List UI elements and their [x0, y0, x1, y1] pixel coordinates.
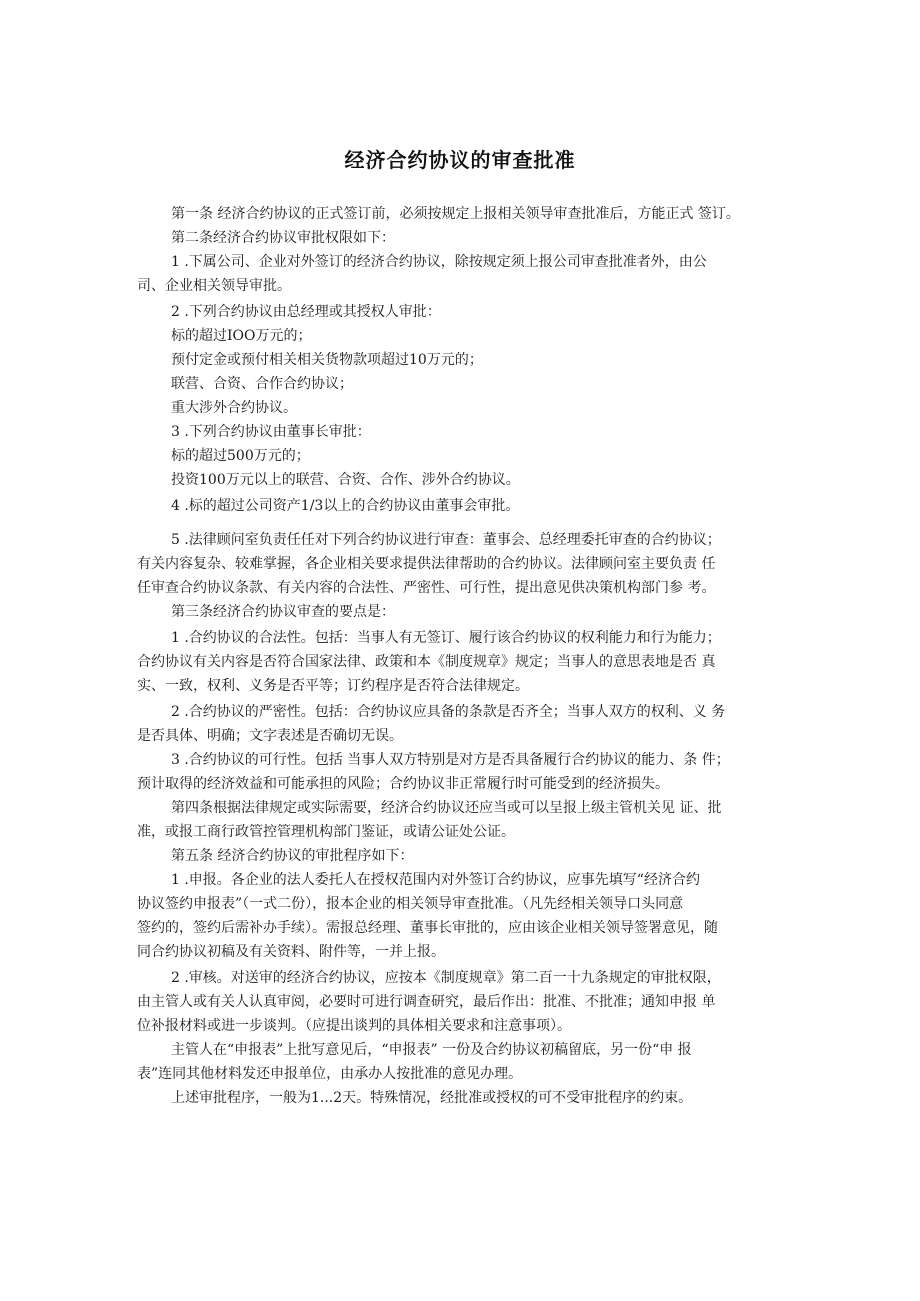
paragraph-line: 重大涉外合约协议。: [171, 400, 297, 416]
paragraph-line: 司、企业相关领导审批。: [137, 278, 291, 294]
paragraph-line: 有关内容复杂、较难掌握，各企业相关要求提供法律帮助的合约协议。法律顾问室主要负责 任: [137, 556, 716, 572]
paragraph-line: 同合约协议初稿及有关资料、附件等，一并上报。: [137, 944, 445, 960]
paragraph-line: 标的超过500万元的；: [171, 448, 310, 464]
paragraph-line: 5 .法律顾问室负责任任对下列合约协议进行审查：董事会、总经理委托审查的合约协议；: [171, 532, 721, 548]
paragraph-line: 2 .下列合约协议由总经理或其授权人审批：: [171, 304, 441, 320]
paragraph-line: 1 .申报。各企业的法人委托人在授权范围内对外签订合约协议，应事先填写“经济合约: [171, 872, 700, 888]
paragraph-line: 签约的，签约后需补办手续）。需报总经理、董事长审批的，应由该企业相关领导签署意见，随: [137, 920, 718, 936]
paragraph-line: 表”连同其他材料发还申报单位，由承办人按批准的意见办理。: [137, 1066, 523, 1082]
paragraph-line: 第三条经济合约协议审查的要点是：: [171, 604, 395, 620]
paragraph-line: 协议签约申报表”（一式二份），报本企业的相关领导审查批准。（凡先经相关领导口头同意: [137, 896, 684, 912]
paragraph-line: 第四条根据法律规定或实际需要，经济合约协议还应当或可以呈报上级主管机关见 证、批: [171, 800, 722, 816]
paragraph-line: 预计取得的经济效益和可能承担的风险；合约协议非正常履行时可能受到的经济损失。: [137, 776, 669, 792]
paragraph-line: 合约协议有关内容是否符合国家法律、政策和本《制度规章》规定；当事人的意思表地是否 真: [137, 654, 716, 670]
paragraph-line: 3 .合约协议的可行性。包括 当事人双方特别是对方是否具备履行合约协议的能力、条 件；: [171, 752, 730, 768]
paragraph-line: 是否具体、明确；文字表述是否确切无误。: [137, 728, 403, 744]
paragraph-line: 1 .合约协议的合法性。包括：当事人有无签订、履行该合约协议的权利能力和行为能力；: [171, 630, 721, 646]
paragraph-line: 联营、合资、合作合约协议；: [171, 376, 353, 392]
paragraph-line: 实、一致，权利、义务是否平等；订约程序是否符合法律规定。: [137, 678, 529, 694]
paragraph-line: 第二条经济合约协议审批权限如下：: [171, 230, 395, 246]
paragraph-line: 准，或报工商行政管控管理机构部门鉴证，或请公证处公证。: [137, 824, 515, 840]
paragraph-line: 投资100万元以上的联营、合资、合作、涉外合约协议。: [171, 472, 520, 488]
document-title: 经济合约协议的审查批准: [344, 148, 576, 172]
paragraph-line: 预付定金或预付相关相关货物款项超过10万元的；: [171, 352, 483, 368]
paragraph-line: 2 .审核。对送审的经济合约协议，应按本《制度规章》第二百一十九条规定的审批权限，: [171, 970, 721, 986]
paragraph-line: 4 .标的超过公司资产1/3以上的合约协议由董事会审批。: [171, 498, 520, 514]
paragraph-line: 任审查合约协议条款、有关内容的合法性、严密性、可行性，提出意见供决策机构部门参 考。: [137, 580, 716, 596]
paragraph-line: 由主管人或有关人认真审阅，必要时可进行调查研究，最后作出：批准、不批准；通知申报 单: [137, 994, 716, 1010]
paragraph-line: 1 .下属公司、企业对外签订的经济合约协议，除按规定须上报公司审查批准者外，由公: [171, 254, 707, 270]
paragraph-line: 主管人在“申报表”上批写意见后，“申报表” 一份及合约协议初稿留底，另一份“申 报: [171, 1042, 692, 1058]
paragraph-line: 上述审批程序，一般为1...2天。特殊情况，经批准或授权的可不受审批程序的约束。: [171, 1090, 693, 1106]
paragraph-line: 3 .下列合约协议由董事长审批：: [171, 424, 371, 440]
paragraph-line: 第五条 经济合约协议的审批程序如下：: [171, 848, 414, 864]
paragraph-line: 标的超过IOO万元的；: [171, 328, 312, 344]
paragraph-line: 第一条 经济合约协议的正式签订前，必须按规定上报相关领导审查批准后，方能正式 签订。: [171, 206, 740, 222]
paragraph-line: 2 .合约协议的严密性。包括：合约协议应具备的条款是否齐全；当事人双方的权利、义 务: [171, 704, 726, 720]
paragraph-line: 位补报材料或进一步谈判。（应提出谈判的具体相关要求和注意事项）。: [137, 1018, 571, 1034]
